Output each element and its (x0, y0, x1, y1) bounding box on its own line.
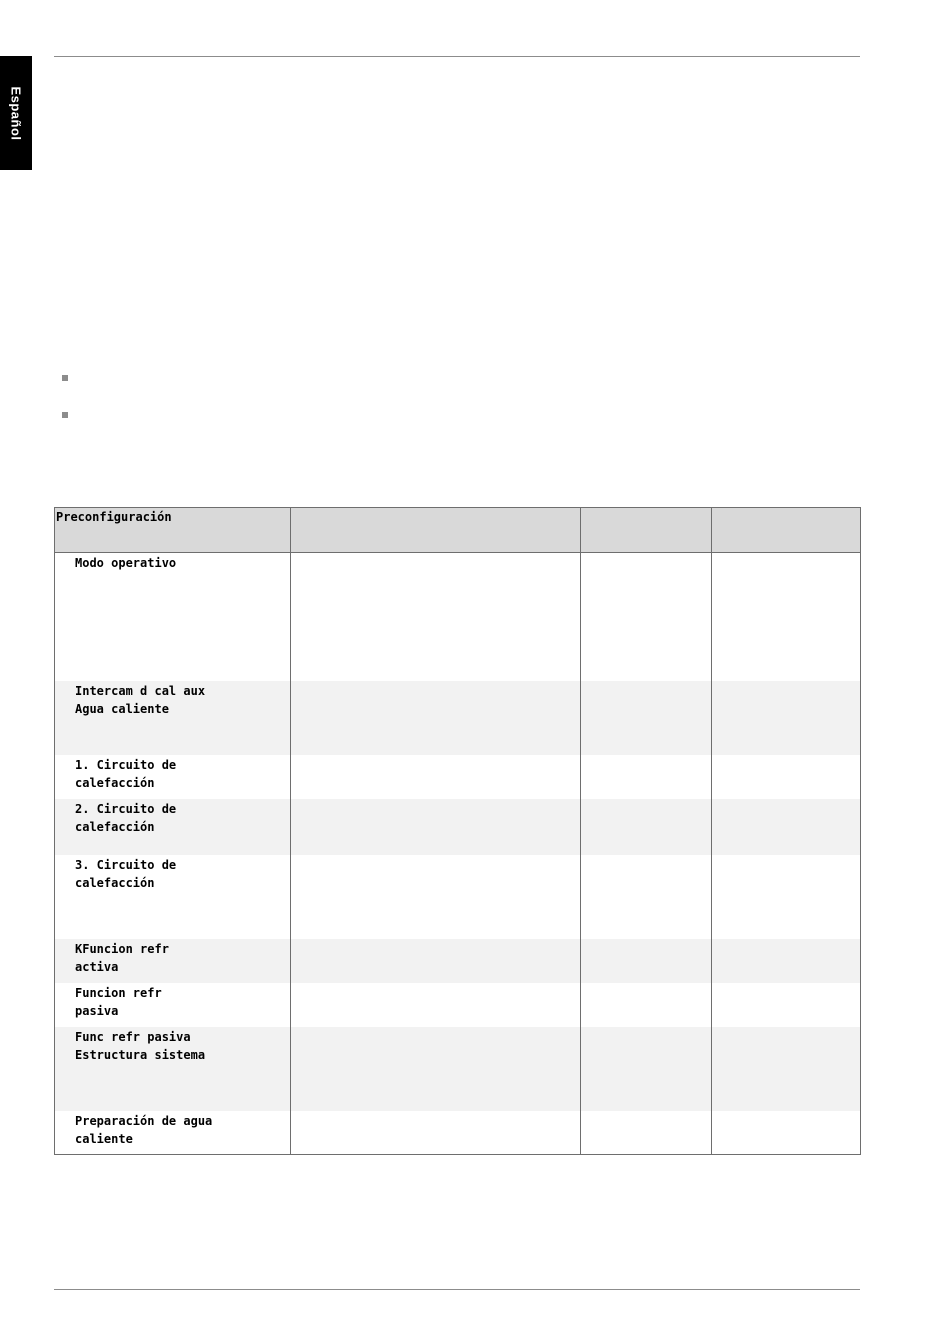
row-label: 1. Circuito de calefacción (75, 757, 177, 790)
table-cell (291, 1027, 581, 1111)
table-cell (712, 681, 861, 755)
row-label: Func refr pasiva Estructura sistema (75, 1029, 206, 1062)
language-tab-label: Español (8, 85, 24, 141)
table-cell (712, 939, 861, 983)
row-label: Modo operativo (75, 556, 177, 570)
table-cell (581, 939, 712, 983)
table-cell (581, 553, 712, 681)
table-cell (581, 983, 712, 1027)
row-label: Preparación de agua caliente (75, 1113, 213, 1146)
table-cell (291, 755, 581, 799)
table-row (55, 755, 861, 799)
preconfiguration-table (54, 507, 861, 1155)
row-label-cell (55, 1027, 291, 1111)
table-cell (581, 1111, 712, 1155)
table-cell (712, 855, 861, 939)
table-row (55, 855, 861, 939)
bottom-rule (54, 1289, 860, 1290)
table-cell (291, 855, 581, 939)
bullet-marker (62, 412, 68, 418)
table-cell (712, 553, 861, 681)
table-cell (581, 755, 712, 799)
table-cell (291, 681, 581, 755)
bullet-marker (62, 375, 68, 381)
table-row (55, 681, 861, 755)
row-label: Funcion refr pasiva (75, 985, 162, 1018)
table-header-row (55, 508, 861, 553)
header-cell-preconfiguration: Preconfiguración (55, 508, 291, 553)
table-cell (291, 553, 581, 681)
row-label-cell (55, 553, 291, 681)
row-label-cell (55, 983, 291, 1027)
table-cell (581, 799, 712, 855)
table-cell (581, 681, 712, 755)
table-cell (291, 799, 581, 855)
table-row (55, 939, 861, 983)
table-cell (291, 939, 581, 983)
header-cell-3 (581, 508, 712, 553)
table-row (55, 1027, 861, 1111)
top-rule (54, 56, 860, 57)
table-cell (712, 799, 861, 855)
table-cell (291, 983, 581, 1027)
row-label: 3. Circuito de calefacción (75, 857, 177, 890)
table-cell (581, 855, 712, 939)
table-cell (712, 1027, 861, 1111)
table-cell (291, 1111, 581, 1155)
table-row (55, 553, 861, 681)
row-label: 2. Circuito de calefacción (75, 801, 177, 834)
row-label-cell (55, 755, 291, 799)
table-cell (712, 755, 861, 799)
row-label-cell (55, 855, 291, 939)
header-cell-4 (712, 508, 861, 553)
table-cell (712, 983, 861, 1027)
row-label: Intercam d cal aux Agua caliente (75, 683, 206, 716)
row-label-cell (55, 939, 291, 983)
row-label-cell (55, 799, 291, 855)
table-row (55, 983, 861, 1027)
table-cell (581, 1027, 712, 1111)
row-label-cell (55, 681, 291, 755)
header-cell-2 (291, 508, 581, 553)
table-row (55, 799, 861, 855)
row-label: KFuncion refr activa (75, 941, 169, 974)
table-cell (712, 1111, 861, 1155)
language-tab (0, 56, 32, 170)
row-label-cell (55, 1111, 291, 1155)
table-row (55, 1111, 861, 1155)
